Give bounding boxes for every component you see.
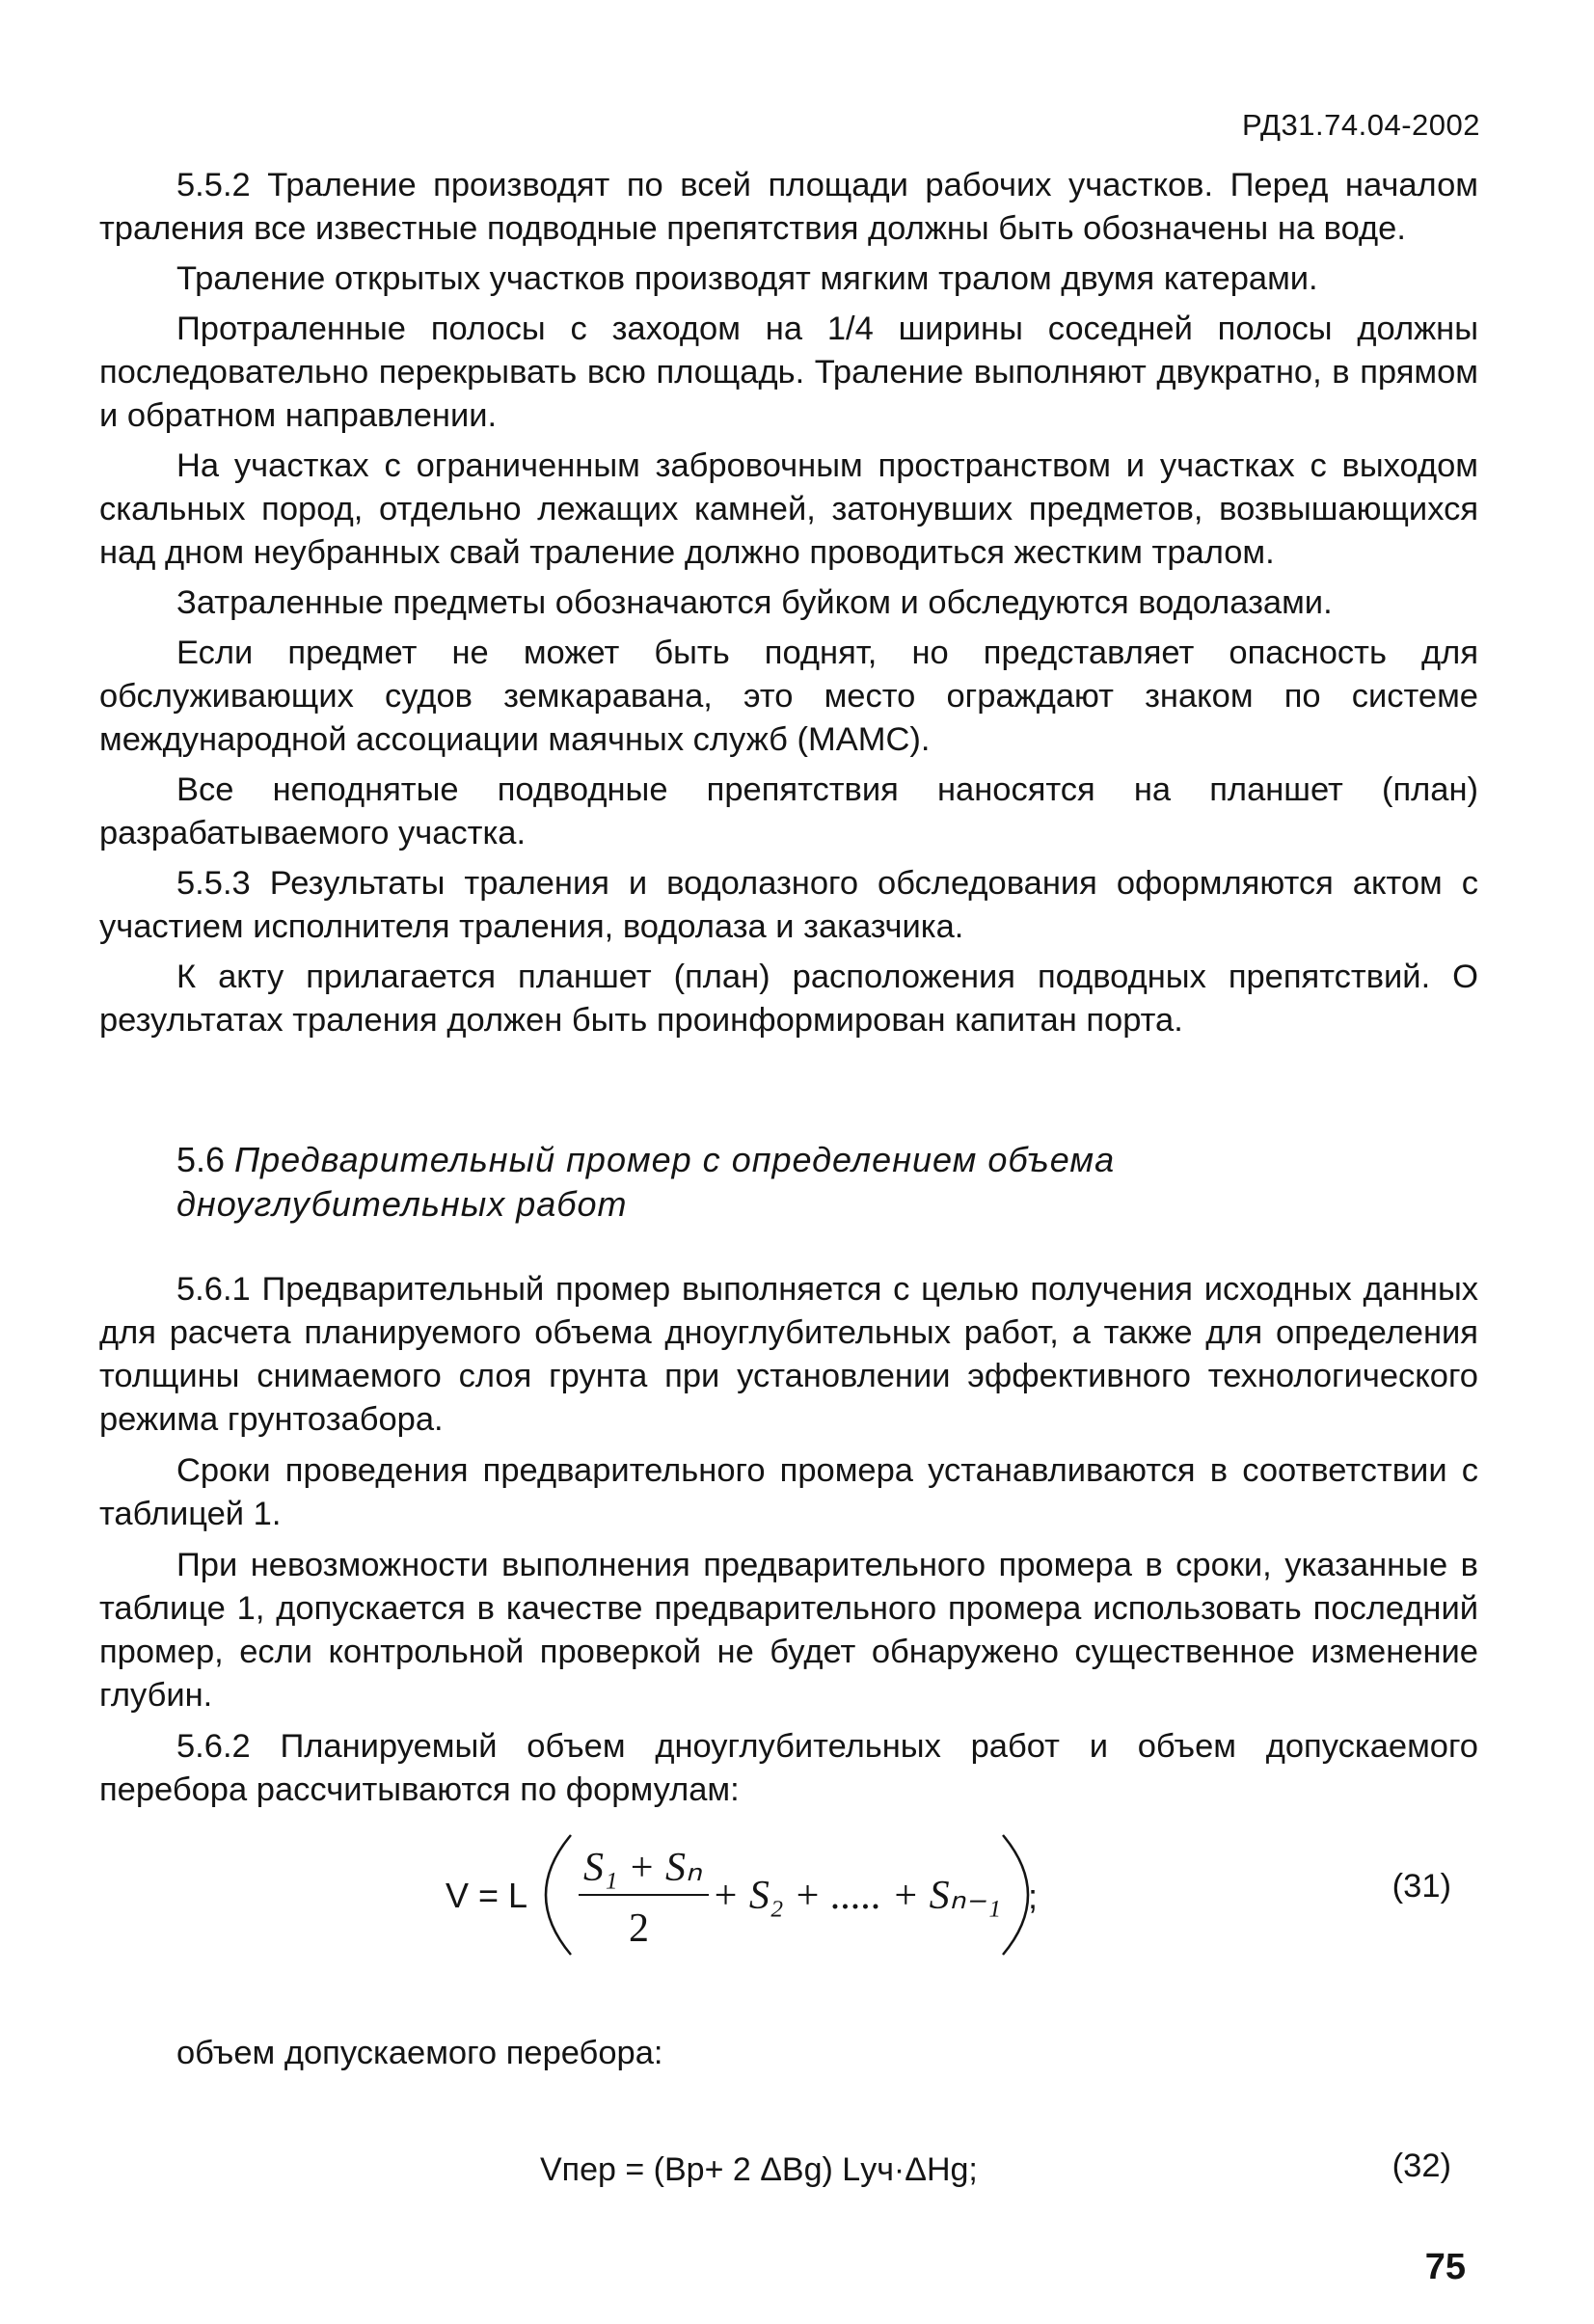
formula-sum: + S₂ + ..... + Sₙ₋₁ — [712, 1874, 1002, 1918]
right-paren — [1003, 1835, 1028, 1955]
formula-31-graphic — [0, 1827, 1594, 1962]
section-number: 5.6 — [176, 1140, 226, 1179]
paragraph: Затраленные предметы обозначаются буйком и обследуются водолазами. — [176, 584, 1333, 621]
formula-number: (32) — [1391, 2148, 1451, 2184]
left-paren — [546, 1835, 571, 1955]
formula-31 — [0, 1827, 1594, 1962]
paragraph: Все неподнятые подводные препятствия наносятся на планшет (план) разрабатываемого участка. — [99, 771, 1478, 851]
paragraph: К акту прилагается планшет (план) расположения подводных препятствий. О результатах траления должен быть проинформирован капитан порта. — [99, 959, 1478, 1039]
formula-terminator: ; — [1028, 1877, 1039, 1916]
paragraph: Если предмет не может быть поднят, но представляет опасность для обслуживающих судов земкаравана, это место ограждают знаком по системе международной ассоциации маячных служб (МАМС). — [99, 635, 1478, 758]
formula-32-graphic — [0, 2136, 1594, 2203]
page-number: 75 — [1424, 2247, 1466, 2287]
overbreak-label: объем допускаемого перебора: — [176, 2035, 663, 2071]
section-5-5-text — [99, 164, 1478, 1049]
formula-32-text: Vпер = (Bр+ 2 ΔBg) Lуч·ΔHg; — [540, 2151, 978, 2188]
section-heading — [176, 1138, 1285, 1227]
paragraph: При невозможности выполнения предварительного промера в сроки, указанные в таблице 1, допускается в качестве предварительного промера использовать последний промер, если контрольной проверкой не будет обнаружено существенное изменение глубин. — [99, 1547, 1478, 1714]
fraction-denominator: 2 — [629, 1906, 649, 1951]
fraction-numerator: S₁ + Sₙ — [583, 1846, 702, 1890]
paragraph: Траление открытых участков производят мягким тралом двумя катерами. — [176, 260, 1318, 297]
document-code: РД31.74.04-2002 — [1241, 108, 1480, 142]
paragraph: 5.5.2 Траление производят по всей площади рабочих участков. Перед началом траления все известные подводные препятствия должны быть обозначены на воде. — [99, 167, 1478, 247]
paragraph: 5.5.3 Результаты траления и водолазного обследования оформляются актом с участием исполнителя траления, водолаза и заказчика. — [99, 865, 1478, 945]
paragraph: Протраленные полосы с заходом на 1/4 ширины соседней полосы должны последовательно перекрывать всю площадь. Траление выполняют двукратно, в прямом и обратном направлении. — [99, 311, 1478, 434]
formula-lhs: V = L — [446, 1876, 528, 1915]
paragraph: На участках с ограниченным забровочным пространством и участках с выходом скальных пород, отдельно лежащих камней, затонувших предметов, возвышающихся над дном неубранных свай траление должно проводиться жестким тралом. — [99, 447, 1478, 571]
paragraph: 5.6.1 Предварительный промер выполняется с целью получения исходных данных для расчета планируемого объема дноуглубительных работ, а также для определения толщины снимаемого слоя грунта при установлении эффективного технологического режима грунтозабора. — [99, 1271, 1478, 1438]
formula-32 — [0, 2136, 1594, 2203]
section-title: Предварительный промер с определением объема дноуглубительных работ — [176, 1140, 1116, 1224]
paragraph: Сроки проведения предварительного промера устанавливаются в соответствии с таблицей 1. — [99, 1452, 1478, 1532]
paragraph: 5.6.2 Планируемый объем дноуглубительных работ и объем допускаемого перебора рассчитываются по формулам: — [99, 1728, 1478, 1808]
formula-number: (31) — [1391, 1868, 1451, 1905]
section-5-6-text — [99, 1268, 1478, 1820]
